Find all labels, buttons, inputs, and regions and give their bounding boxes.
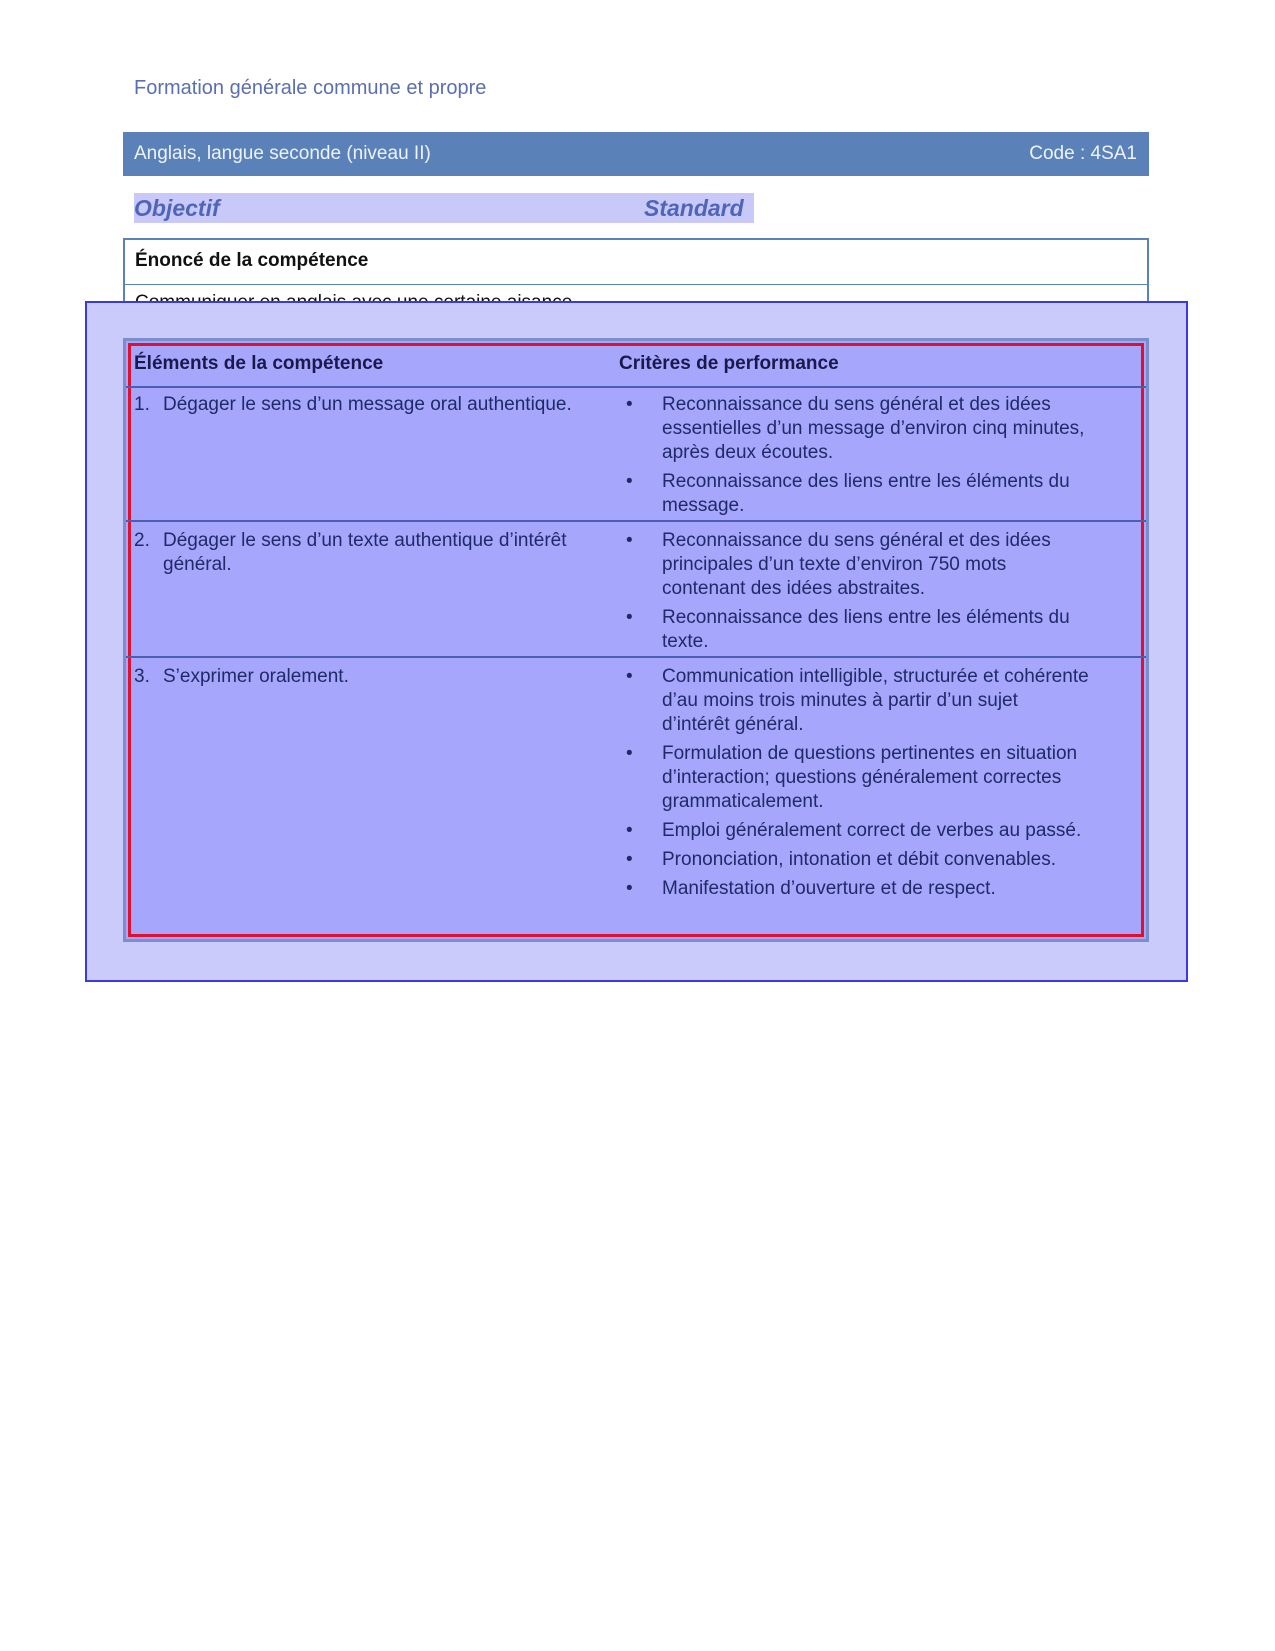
competency-statement-title: Énoncé de la compétence (135, 250, 369, 271)
list-item (619, 819, 1089, 843)
criterion-text: Communication intelligible, structurée et cohérente d’au moins trois minutes à partir d’un sujet d’intérêt général. (662, 666, 1089, 735)
list-item (619, 742, 1089, 814)
criteria-list (619, 529, 1089, 659)
element-text: S’exprimer oralement. (163, 666, 349, 687)
course-code: Code : 4SA1 (1029, 143, 1137, 164)
standard-label: Standard (644, 195, 744, 221)
element-text: Dégager le sens d’un message oral authentique. (163, 394, 572, 415)
criteria-list (619, 665, 1089, 906)
bullet-icon: • (626, 607, 633, 628)
element-cell (134, 665, 624, 689)
list-item (619, 848, 1089, 872)
criterion-text: Emploi généralement correct de verbes au passé. (662, 820, 1082, 841)
objective-standard-header (134, 193, 754, 223)
row-divider (126, 520, 1146, 522)
element-number: 1. (134, 394, 150, 415)
element-number: 2. (134, 530, 150, 551)
bullet-icon: • (626, 471, 633, 492)
row-divider (126, 656, 1146, 658)
bullet-icon: • (626, 743, 633, 764)
list-item (619, 665, 1089, 737)
criterion-text: Reconnaissance du sens général et des idées principales d’un texte d’environ 750 mots contenant des idées abstraites. (662, 530, 1051, 599)
criterion-text: Reconnaissance des liens entre les éléments du message. (662, 471, 1070, 516)
element-cell (134, 393, 624, 417)
divider (125, 284, 1147, 285)
criterion-text: Reconnaissance du sens général et des idées essentielles d’un message d’environ cinq minutes, après deux écoutes. (662, 394, 1085, 463)
bullet-icon: • (626, 878, 633, 899)
criterion-text: Reconnaissance des liens entre les éléments du texte. (662, 607, 1070, 652)
course-name: Anglais, langue seconde (niveau II) (134, 143, 431, 164)
course-header-bar (123, 132, 1149, 176)
list-item (619, 606, 1089, 654)
criterion-text: Formulation de questions pertinentes en situation d’interaction; questions généralement correctes grammaticalement. (662, 743, 1078, 812)
element-text: Dégager le sens d’un texte authentique d’intérêt général. (163, 530, 567, 575)
list-item (619, 529, 1089, 601)
bullet-icon: • (626, 394, 633, 415)
criterion-text: Manifestation d’ouverture et de respect. (662, 878, 996, 899)
column-header-elements: Éléments de la compétence (134, 353, 384, 374)
criterion-text: Prononciation, intonation et débit convenables. (662, 849, 1056, 870)
section-title: Formation générale commune et propre (134, 77, 487, 99)
bullet-icon: • (626, 666, 633, 687)
list-item (619, 470, 1089, 518)
list-item (619, 393, 1089, 465)
element-cell (134, 529, 624, 577)
objective-label: Objectif (134, 195, 220, 221)
bullet-icon: • (626, 820, 633, 841)
criteria-list (619, 393, 1089, 523)
element-number: 3. (134, 666, 150, 687)
bullet-icon: • (626, 530, 633, 551)
column-header-criteria: Critères de performance (619, 353, 839, 374)
competency-elements-table (123, 338, 1149, 942)
list-item (619, 877, 1089, 901)
bullet-icon: • (626, 849, 633, 870)
header-divider (126, 386, 1146, 388)
